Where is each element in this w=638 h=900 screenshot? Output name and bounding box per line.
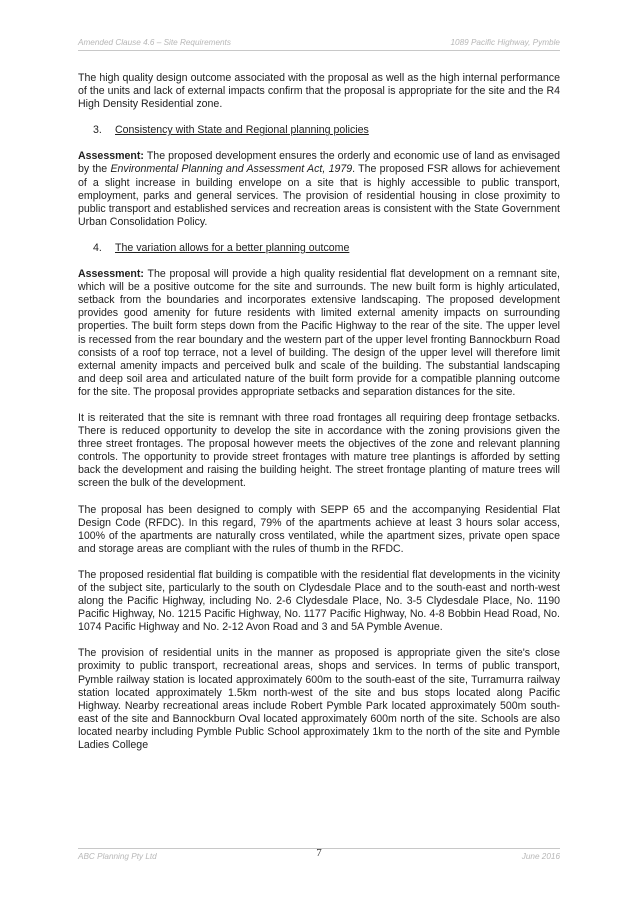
section-heading-3 bbox=[78, 124, 560, 137]
footer-company: ABC Planning Pty Ltd bbox=[78, 852, 157, 861]
paragraph-sepp65: The proposal has been designed to comply with SEPP 65 and the accompanying Residential Flat Design Code (RFDC). In this regard, 79% of the apartments achieve at least 3 hours solar access, 100% of the apartments are naturally cross ventilated, while the apartment sizes, private open space and storage areas are compliant with the rules of thumb in the RFDC. bbox=[78, 503, 560, 555]
paragraph-compatibility: The proposed residential flat building is compatible with the residential flat developments in the vicinity of the subject site, particularly to the south on Clydesdale Place and to the south-east and north-west along the Pacific Highway, including No. 2-6 Clydesdale Place, No. 3-5 Clydesdale Place, No. 1190 Pacific Highway, No. 1215 Pacific Highway, No. 1177 Pacific Highway, No. 4-8 Bobbin Head Road, No. 1074 Pacific Highway and No. 2-12 Avon Road and 3 and 5A Pymble Avenue. bbox=[78, 568, 560, 634]
header-site-address: 1089 Pacific Highway, Pymble bbox=[450, 38, 560, 47]
paragraph-remnant-site: It is reiterated that the site is remnant with three road frontages all requiring deep frontage setbacks. There is reduced opportunity to develop the site in accordance with the zoning provisions given the three street frontages. The proposal however meets the objectives of the zone and relevant planning controls. The opportunity to provide street frontages with mature tree plantings is afforded by setting back the development and raising the building height. The street frontage planting of mature trees will screen the bulk of the development. bbox=[78, 411, 560, 490]
act-name: Environmental Planning and Assessment Act, 1979 bbox=[110, 163, 353, 176]
paragraph-proximity: The provision of residential units in the manner as proposed is appropriate given the site's close proximity to public transport, recreational areas, shops and services. In terms of public transport, Pymble railway station is located approximately 600m to the south-east of the site, Turramurra railway station located approximately 1.5km north-west of the site and bus stops located along Pacific Highway. Nearby recreational areas include Robert Pymble Park located approximately 500m south-east of the site and Bannockburn Oval located approximately 600m north of the site. Schools are also located nearby including Pymble Public School approximately 1km to the north of the site and Pymble Ladies College bbox=[78, 647, 560, 752]
paragraph-assessment-consistency bbox=[78, 150, 560, 229]
section-number: 3. bbox=[93, 124, 102, 137]
section-number: 4. bbox=[93, 241, 102, 254]
section-heading-4 bbox=[78, 242, 560, 255]
assessment-text: The proposal will provide a high quality residential flat development on a remnant site, which will be a positive outcome for the site and surrounds. The new built form is highly articulated, setback from the boundaries and incorporates extensive landscaping. The proposed development provides good amenity for future residents with limited external amenity impacts on surrounding properties. The built form steps down from the Pacific Highway to the rear of the site. The upper level is recessed from the rear boundary and the western part of the upper level fronting Bannockburn Road consists of a roof top terrace, not a level of building. The design of the upper level will therefore limit external amenity impacts and perceived bulk and scale of the building. The substantial landscaping and deep soil area and articulated nature of the built form provide for a compatible planning outcome for the site. The proposal provides appropriate setbacks and separation distances for the site. bbox=[78, 268, 560, 398]
page-header bbox=[78, 38, 560, 51]
paragraph-assessment-planning-outcome bbox=[78, 268, 560, 399]
assessment-text-part: The proposed development ensures the orderly and economic use of land as envisaged by the bbox=[78, 150, 560, 176]
page-footer bbox=[78, 848, 560, 861]
assessment-text-part: . The proposed FSR allows for achievement of a slight increase in building envelope on a site that is highly accessible to public transport, employment, parks and general services. The provision of residential housing in close proximity to public transport and established services and recreation areas is consistent with the State Government Urban Consolidation Policy. bbox=[78, 163, 560, 228]
page-body bbox=[78, 72, 560, 765]
assessment-label: Assessment: bbox=[78, 150, 144, 163]
assessment-label: Assessment: bbox=[78, 268, 144, 281]
page-number: 7 bbox=[316, 847, 322, 859]
section-title: Consistency with State and Regional planning policies bbox=[115, 124, 369, 137]
footer-date: June 2016 bbox=[521, 852, 560, 861]
header-document-title: Amended Clause 4.6 – Site Requirements bbox=[78, 38, 231, 47]
paragraph-design-outcome: The high quality design outcome associated with the proposal as well as the high internal performance of the units and lack of external impacts confirm that the proposal is appropriate for the site and the R4 High Density Residential zone. bbox=[78, 72, 560, 111]
section-title: The variation allows for a better planning outcome bbox=[115, 241, 350, 254]
